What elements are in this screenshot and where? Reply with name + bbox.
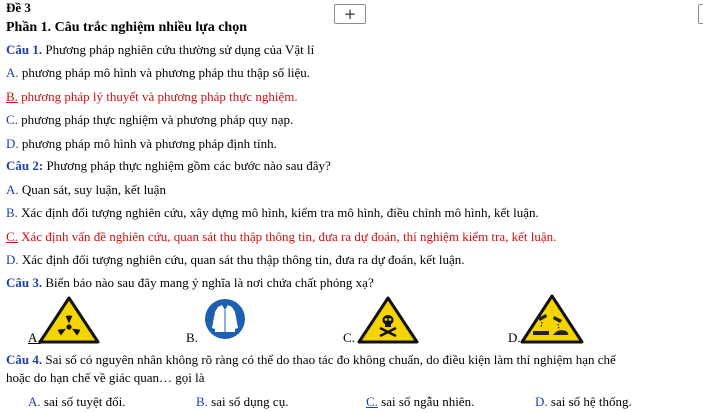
option-key: B. — [6, 205, 18, 220]
option-text: Xác định đối tượng nghiên cứu, quan sát thu thập thông tin, đưa ra dự đoán, kết luận. — [21, 252, 465, 267]
q1-option-d — [6, 136, 277, 152]
question-number: Câu 2: — [6, 158, 44, 173]
option-key: B. — [196, 394, 208, 409]
q4-option-d — [535, 394, 632, 410]
lab-coat-sign-icon — [204, 298, 246, 340]
option-text: sai số hệ thống. — [550, 394, 632, 409]
question-text: Biển báo nào sau đây mang ý nghĩa là nơi chứa chất phóng xạ? — [45, 275, 374, 290]
q2-option-b — [6, 205, 539, 221]
option-text: sai số dụng cụ. — [211, 394, 289, 409]
question-2 — [6, 158, 331, 174]
question-number: Câu 3. — [6, 275, 43, 290]
q1-option-a — [6, 65, 310, 81]
q2-option-a — [6, 182, 166, 198]
option-key: B. — [6, 89, 18, 104]
question-3 — [6, 275, 374, 291]
option-text: phương pháp lý thuyết và phương pháp thực nghiệm. — [21, 89, 298, 104]
question-text: Phương pháp nghiên cứu thường sử dụng của Vật lí — [45, 42, 315, 57]
option-key: D. — [6, 136, 19, 151]
option-text: phương pháp mô hình và phương pháp thu thập số liệu. — [21, 65, 311, 80]
q2-option-d — [6, 252, 465, 268]
question-4 — [6, 352, 616, 368]
option-key: D. — [535, 394, 548, 409]
option-key: D. — [6, 252, 19, 267]
option-text: Quan sát, suy luận, kết luận — [21, 182, 166, 197]
q3-option-c-key: C. — [343, 330, 355, 345]
option-text: Xác định vấn đề nghiên cứu, quan sát thu thập thông tin, đưa ra dự đoán, thí nghiệm kiểm tra, kết luận. — [21, 229, 557, 244]
q4-option-c — [366, 394, 474, 410]
corrosive-warning-sign-icon — [520, 294, 584, 344]
side-panel-handle[interactable] — [698, 4, 703, 24]
q4-option-b — [196, 394, 288, 410]
q3-option-d-key: D. — [508, 330, 521, 345]
option-key: C. — [6, 112, 18, 127]
question-text: Sai số có nguyên nhân không rõ ràng có thể do thao tác đo không chuẩn, do điều kiện làm thí nghiệm hạn chế — [45, 352, 616, 367]
question-number: Câu 1. — [6, 42, 43, 57]
radiation-warning-sign-icon — [38, 296, 100, 344]
option-key: A. — [6, 65, 19, 80]
option-text: sai số tuyệt đối. — [43, 394, 126, 409]
question-1 — [6, 42, 314, 58]
toxic-skull-warning-sign-icon — [357, 296, 419, 344]
add-button[interactable] — [334, 4, 366, 24]
q3-option-a-key: A. — [28, 330, 41, 345]
option-text: Xác định đối tượng nghiên cứu, xây dựng mô hình, kiểm tra mô hình, điều chỉnh mô hình, kết luận. — [21, 205, 539, 220]
question-number: Câu 4. — [6, 352, 43, 367]
q1-option-c — [6, 112, 293, 128]
option-key: A. — [6, 182, 19, 197]
option-text: phương pháp mô hình và phương pháp định tính. — [21, 136, 277, 151]
question-text: Phương pháp thực nghiệm gồm các bước nào sau đây? — [46, 158, 331, 173]
option-text: sai số ngẫu nhiên. — [381, 394, 475, 409]
option-key: C. — [6, 229, 18, 244]
q2-option-c-correct — [6, 229, 556, 245]
question-4-line2: hoặc do hạn chế về giác quan… gọi là — [6, 370, 205, 385]
part-title: Phần 1. Câu trắc nghiệm nhiều lựa chọn — [6, 20, 247, 35]
q4-option-a — [28, 394, 126, 410]
option-key: C. — [366, 394, 378, 409]
option-key: A. — [28, 394, 41, 409]
option-text: phương pháp thực nghiệm và phương pháp quy nạp. — [21, 112, 294, 127]
q3-option-b-key: B. — [186, 330, 198, 345]
exam-number: Đề 3 — [6, 0, 31, 15]
plus-icon: + — [343, 5, 357, 23]
q1-option-b-correct — [6, 89, 298, 105]
